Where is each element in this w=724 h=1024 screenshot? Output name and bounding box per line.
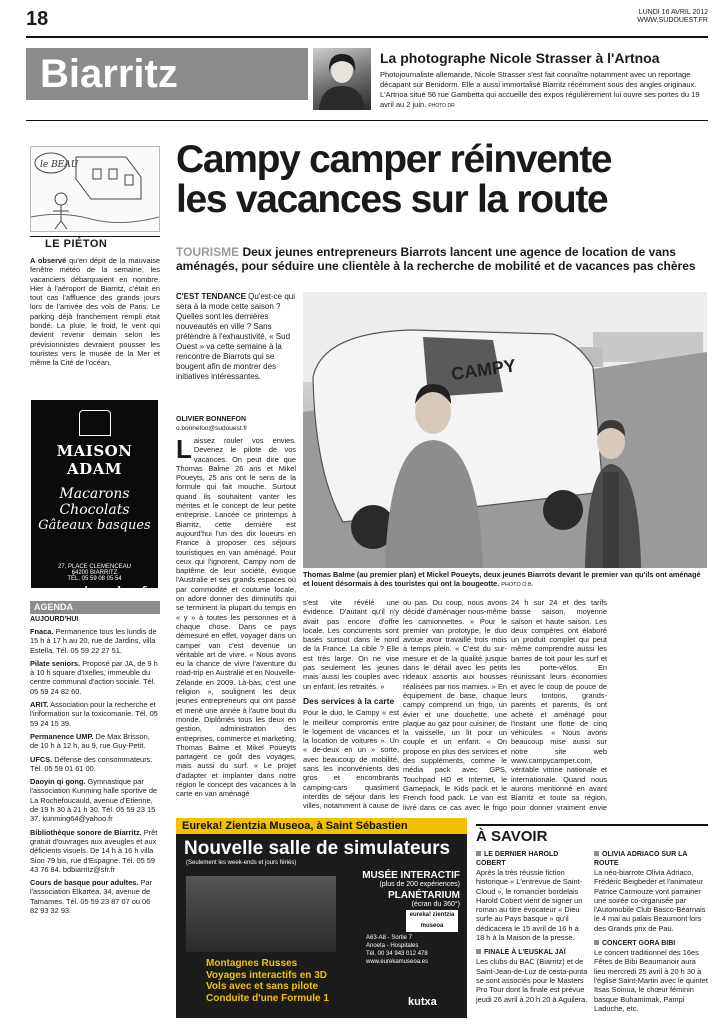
teaser-headline: La photographe Nicole Strasser à l'Artnoa: [380, 50, 660, 66]
savoir-col-right: [594, 850, 708, 1019]
ad-eureka-list4: Conduite d'une Formule 1: [206, 992, 329, 1004]
pieton-rule: [30, 236, 160, 237]
agenda-item: [30, 732, 160, 751]
cartoon-caption: le BEAU: [40, 160, 79, 170]
tendance-label: C'EST TENDANCE: [176, 292, 246, 301]
agenda-header: AGENDA: [30, 601, 160, 614]
portrait-photo: [313, 48, 371, 110]
agenda-item-title: Daoyin qi gong.: [30, 777, 86, 787]
ad-eureka-title: Eureka! Zientzia Museoa, à Saint Sébastien: [176, 818, 467, 834]
teaser-text: Photojournaliste allemande, Nicole Strasser s'est fait connaître notamment avec un reportage décapant sur Benidorm. Elle a aussi immortalisé Biarritz récemment sous des angles originaux. L'Artnoa situé 56 rue Gambetta qui accueille des expos régulièrement lui ouvre ses portes du 19 avril au 2 juin. PHOTO DR: [380, 70, 700, 109]
services-subhead: Des services à la carte: [303, 695, 395, 706]
agenda-item-title: UFCS.: [30, 754, 53, 764]
photo-credit: PHOTO O.B.: [501, 582, 534, 589]
article-col1: [176, 436, 296, 812]
savoir-item-text: La néo-biarrote Olivia Adriaco, Frédéric Beigbeder et l'animateur Patrice Carmouze vont parrainer une soirée co-organisée par l'Automobile Club Basco-Béarnais le 4 mai au palais Beaumont lors des Grands prix de Pau.: [594, 868, 706, 933]
teaser-credit: PHOTO DR: [428, 103, 455, 109]
ad-eureka-list1: Montagnes Russes: [206, 958, 298, 969]
dateline: [637, 9, 708, 25]
agenda-item: [30, 700, 160, 728]
van-logo-text: CAMPY: [449, 355, 518, 385]
ad-eureka-sub: (Seulement les week-ends et jours fériés): [186, 860, 297, 866]
author-email: o.bonnefon@sudouest.fr: [176, 425, 248, 432]
eureka-museum-ad: [176, 818, 467, 1018]
article-chapo: TOURISME Deux jeunes entrepreneurs Biarrots lancent une agence de location de vans aménagés, pour séduire une clientèle à la recherche de mobilité et de vacances pas chères: [176, 245, 696, 273]
agenda-item-title: Permanence UMP.: [30, 731, 94, 741]
article-col2: s'est vite révélé une évidence. D'autant qu'il n'y avait pas encore d'offre locale. Les concurrents sont basés surtout dans le nord de la France. La cible ? Elle est très large. On ne vise pas seulement les jeunes mais aussi les couples avec un enfant, les retraités. » Des services à la carte Pour le duo, le Campy « est le meilleur compromis entre le logement de vacances et la location de voitures ». Un « de-deux en un » sorte, avec beaucoup de mobilité, sans les inconvénients des gros et encombrants camping-cars quasiment interdits de séjour dans les villes, notamment à cause de: [303, 598, 399, 811]
agenda-item-title: Pilate seniors.: [30, 658, 81, 668]
article-title: [176, 140, 706, 220]
savoir-item: [594, 939, 708, 1013]
main-photo: [303, 292, 707, 568]
agenda-item-title: Cours de basque pour adultes.: [30, 878, 139, 888]
savoir-item: [594, 850, 708, 933]
savoir-item: [476, 948, 588, 1003]
kicker: TOURISME: [176, 245, 240, 259]
savoir-col-left: [476, 850, 588, 1010]
savoir-item-title: OLIVIA ADRIACO SUR LA ROUTE: [594, 851, 688, 867]
bullet-square-icon: [594, 851, 599, 856]
ad-line3: Gâteaux basques: [38, 518, 151, 533]
savoir-item-title: CONCERT GORA BIBI: [594, 939, 708, 948]
page-number: 18: [26, 8, 49, 30]
savoir-rule: [476, 824, 708, 826]
ad-eureka-exit: A63-A8 - Sortie 7: [366, 935, 413, 941]
pieton-text: A observé qu'en dépit de la mauvaise fenêtre météo de la semaine, les vacanciers débarquaient en nombre. Hier à l'aéroport de Biarritz, c'était en tout cas l'affluence des grands jours lors de l'arrivée des vols de Paris. Le parking déjà franchement rempli était bondé. La pluie, le froid, le vent qui devient revenir demain selon les prévisionnistes devraient pousser les touristes vers le musée de la Mer et même la Cité de l'océan.: [30, 256, 160, 368]
agenda-item-title: Bibliothèque sonore de Biarritz.: [30, 827, 142, 837]
savoir-item-text: Le concert traditionnel des 16es Fêtes de Bibi Beaumanoir aura lieu mercredi 25 avril à 20 h 30 à l'église Saint-Martin avec le quintet Itsas Soinua, le chœur féminin basque Buhamimak, Pampi Laduche, etc.: [594, 948, 708, 1013]
ad-eureka-web: www.eurekamuseoa.es: [366, 959, 429, 965]
ad-eureka-musee-sub: (plus de 200 expériences): [379, 881, 460, 888]
crest-icon: [79, 410, 111, 436]
ad-eureka-photo: [186, 876, 336, 952]
agenda-item: [30, 777, 160, 823]
author: OLIVIER BONNEFON: [176, 416, 247, 423]
agenda-item: [30, 878, 160, 915]
savoir-title: À SAVOIR: [476, 828, 548, 845]
ad-address1: 27, PLACE CLEMENCEAU: [57, 564, 132, 570]
ad-eureka-planetarium-sub: (écran du 360°): [411, 901, 460, 908]
ad-eureka-musee: MUSÉE INTERACTIF: [362, 870, 460, 881]
ad-web: www.maisonadam.fr: [38, 586, 151, 597]
agenda-item-text: Prêt gratuit d'ouvrages aux aveugles et aux déficients visuels. De 14 h à 16 h villa Sion 79 bis, rue d'Espagne. Tél. 05 59 43 76 84. bdbiarritz@sfr.fr: [30, 827, 158, 874]
agenda-item-text: Proposé par JA, de 9 h à 10 h square d'Ixelles, immeuble du centre communal d'action sociale. Tél. 05 59 24 82 60.: [30, 658, 158, 696]
ad-eureka-phone: Tél. 00 34 943 012 478: [366, 951, 428, 957]
ad-address2: 64200 BIARRITZ: [71, 570, 118, 576]
savoir-item-text: Les clubs du BAC (Biarritz) et de Saint-Jean-de-Luz de cesta-punta se sont associés pour le Masters Pro Tour dont la finale est prévue jeudi 26 avril à 20 h 20 à Aguilera.: [476, 957, 588, 1004]
ad-eureka-headline: Nouvelle salle de simulateurs: [184, 838, 451, 859]
agenda-list: [30, 627, 160, 919]
article-col4: 24 h sur 24 et des tarifs basse saison, moyenne saison et haute saison. Les deux compères ont élaboré un produit complet qui peut même comprendre aussi les barres de toit pour les surf et les porte-vélos. En réunissant leurs économies et avec le coup de pouce de leurs tontons, grands-parents et parents, ils ont acheté et aménagé pour l'instant une flotte de cinq véhicules. « Nous avons beaucoup mise aussi sur notre site web www.campycamper.com, véritable vitrine nationale et internationale. Quand nous aurons mentionné en avant Biarritz et toute sa région, pour donner vraiment envie: [511, 598, 607, 812]
savoir-item-title: FINALE À L'EUSKAL JAÏ: [476, 948, 588, 957]
savoir-item-text: Après la très réussie fiction historique « L'entrevue de Saint-Cloud », le romancier bordelais Harold Cobert vient de signer un roman au titre évocateur « Dieu surfe au Pays basque » qu'il dédicacera le 15 avril de 16 h à 18 h à la Maison de la presse.: [476, 868, 583, 943]
maison-adam-ad: [31, 400, 158, 597]
article-col3: ou pas. Du coup, nous avons décidé d'aménager nous-même les camionnettes. » Pour le premier van prototype, le duo avoue avoir travaillé trois mois à temps plein. « C'est du sur-mesure et de la qualité jusque dans le détail avec les petits rideaux assortis aux housses réalisées par nos mamies. » En équipement de base, chaque campy comprend un frigo, un évier et une douchette, une plaque au gaz pour cuisiner, de la vaisselle, un lit pour un couple et un enfant. « On propose en plus des services et des suppléments, comme le média pack avec GPS, Touchpad HD et Internet, le Gamepack, le Kids pack et le French food pack. Le van est livré dans ce cas avec le frigo: [403, 598, 507, 812]
agenda-item: [30, 659, 160, 696]
agenda-subtitle: AUJOURD'HUI: [30, 616, 79, 623]
photo-caption: Thomas Balme (au premier plan) et Mickel Poueyts, deux jeunes Biarrots devant le premier van qu'ils ont aménagé et louent désormais à des touristes qui ont la bougeotte. PHOTO O.B.: [303, 570, 701, 589]
ad-eureka-brand: kutxa: [408, 996, 437, 1008]
title-line2: les vacances sur la route: [176, 178, 608, 221]
title-line1: Campy camper réinvente: [176, 138, 612, 181]
ad-eureka-list3: Vols avec et sans pilote: [206, 981, 319, 992]
agenda-item-text: Gymnastique par l'association Kunming halle sportive de La Rochefoucauld, avenue d'Etienne, de 19 h 30 à 21 h 30. Tél. 05 59 23 15 37. kunming64@yahoo.fr: [30, 777, 158, 824]
ad-line1: Macarons: [59, 486, 130, 502]
savoir-item-title: LE DERNIER HAROLD COBERT: [476, 851, 559, 867]
savoir-item: [476, 850, 588, 942]
agenda-item: [30, 755, 160, 774]
agenda-item-title: ARIT.: [30, 700, 49, 710]
bullet-square-icon: [476, 949, 481, 954]
agenda-item-text: Permanence tous les lundis de 15 h à 17 h au 20, rue de Jardins, villa Estella. Tél. 05 59 22 27 51.: [30, 627, 157, 655]
pieton-title: LE PIÉTON: [45, 238, 108, 250]
agenda-item: [30, 627, 160, 655]
cartoon-illustration: [30, 146, 160, 232]
pieton-lead: A observé: [30, 256, 67, 265]
agenda-item-text: De Max Brisson, de 10 h à 12 h, au 9, rue Guy-Petit.: [30, 731, 150, 751]
section-city: Biarritz: [26, 48, 308, 100]
agenda-item-title: Fnaca.: [30, 627, 54, 636]
ad-eureka-logo: eureka! zientzia museoa: [406, 910, 458, 932]
ad-eureka-exit2: Anoeta - Hospitales: [366, 943, 419, 949]
header-rule: [26, 36, 708, 38]
section-rule: [26, 120, 708, 121]
ad-phone: TÉL. 05 59 08 05 54: [67, 576, 122, 582]
ad-eureka-planetarium: PLANÉTARIUM: [387, 890, 460, 901]
bullet-square-icon: [476, 851, 481, 856]
bullet-square-icon: [594, 940, 599, 945]
article-col1-text: aissez rouler vos envies. Devenez le pilote de vos vacances. On peut dire que Thomas Balme 26 ans et Mikel Poueyts, 25 ans ont le sens de la formule qui fait mouche. Surtout quand ils souhaitent vanter les mérites et le concept de leur petite entreprise. Lancée ce printemps à Biarritz, cette dernière est aujourd'hui l'un des dix loueurs en France à proposer ces séjours touristiques en van aménagé. Pour ceux qui l'ignorent, Campy nom de baptême de leur société, évoque l'Australie et ses grands espaces où par commodité et coutume locale, on adore donner des diminutifs qui se terminent la plupart du temps en « y » à toutes les personnes et à chaque chose. Dans ce pays démesuré en effet, voyager dans un camper van c'est devenue un véritable art de vivre. « Nous avons eu la chance de vivre l'aventure du road-trip en Australie et en Nouvelle-Zélande en 2009. Là-bas, c'est une religion », soulignent les deux jeunes entrepreneurs qui ont passé et mené une année à l'autre bout du monde. Diplômés tous les deux en gestion, administration des entreprises, commerce et marketing, Thomas Balme et Mikel Poueyts partagent ce goût des voyages, mais aussi du surf. « Le projet d'adapter et implanter dans notre région le concept des vacances à la carte en van aménagé: [176, 436, 296, 799]
ad-brand: MAISON ADAM: [56, 442, 133, 478]
ad-eureka-list2: Voyages interactifs en 3D: [206, 969, 327, 981]
website: WWW.SUDOUEST.FR: [637, 17, 708, 24]
ad-line2: Chocolats: [59, 502, 130, 518]
agenda-item-text: Par l'association Elkartea, 34, avenue de Tamames. Tél. 05 59 23 87 07 ou 06 82 93 32 93.: [30, 878, 152, 916]
agenda-item-text: Association pour la recherche et l'information sur la toxicomanie. Tél. 05 59 24 15 39.: [30, 700, 158, 728]
agenda-item: [30, 828, 160, 874]
date: LUNDI 16 AVRIL 2012: [638, 9, 708, 16]
dropcap: L: [176, 436, 192, 464]
tendance-box: C'EST TENDANCE Qu'est-ce qui sera à la mode cette saison ? Quelles sont les dernières nouveautés en ville ? Sans prétendre à l'exhaustivité, « Sud Ouest » va cette semaine à la rencontre de Biarrots qui se bougent afin de montrer des initiatives intéressantes.: [176, 292, 296, 381]
agenda-item-text: Défense des consommateurs. Tél. 05 59 01 61 00.: [30, 754, 153, 773]
